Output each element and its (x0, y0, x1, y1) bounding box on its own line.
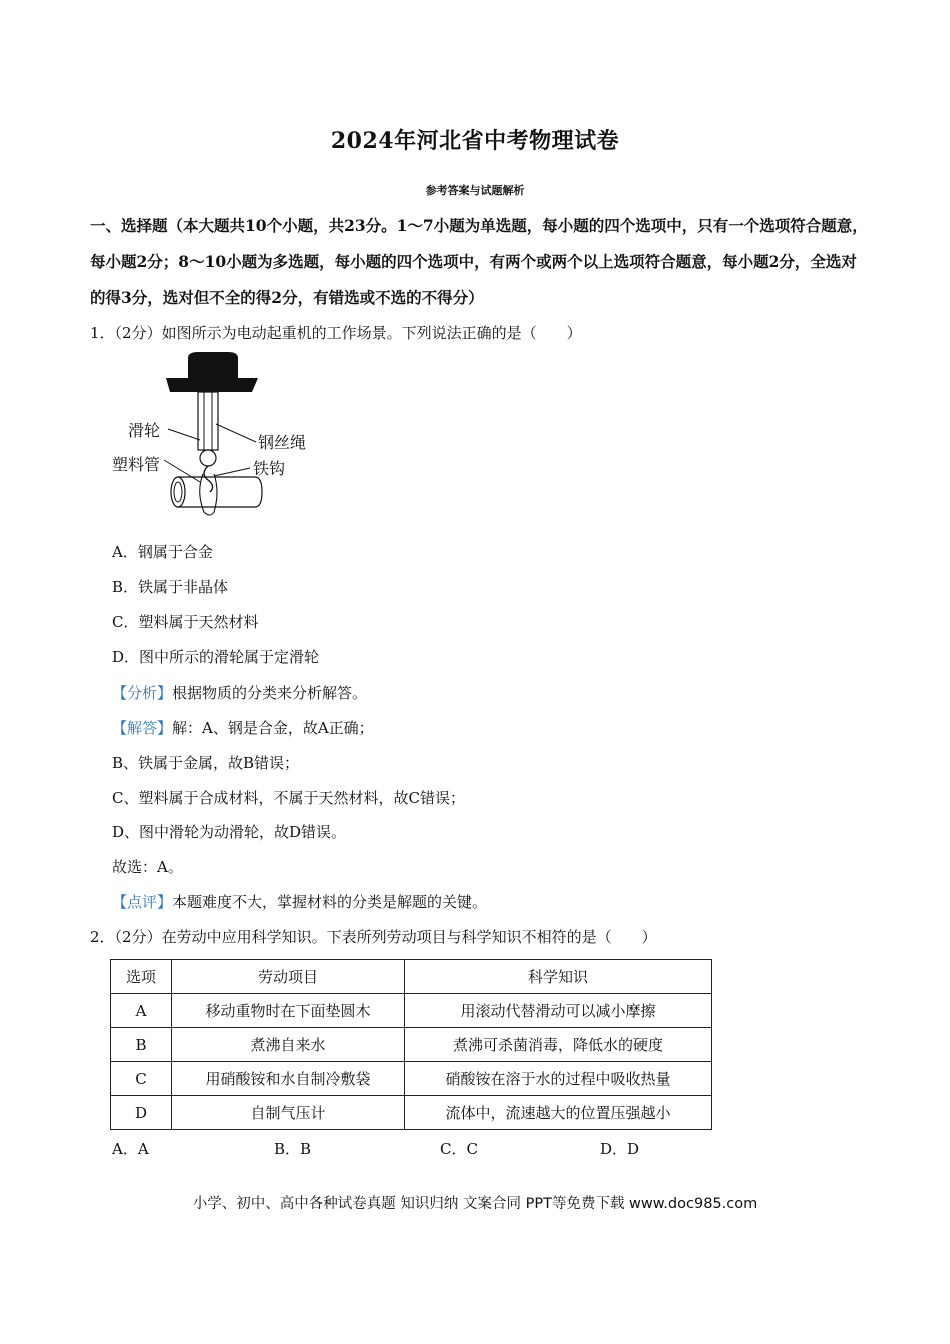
table-cell: 煮沸自来水 (172, 1028, 405, 1062)
table-cell: 自制气压计 (172, 1096, 405, 1130)
q2-table (110, 959, 712, 1130)
label-pipe: 塑料管 (112, 455, 161, 474)
answer-line: B、铁属于金属，故B错误； (112, 754, 300, 772)
q2-option-b: B．B (274, 1140, 312, 1158)
pulley-housing (198, 392, 218, 450)
table-row (111, 1062, 712, 1096)
section-heading: 一、选择题（本大题共10个小题，共23分。1～7小题为单选题，每小题的四个选项中，只有一个选项符合题意，每小题2分；8～10小题为多选题，每小题的四个选项中，有两个或两个以上选项符合题意，每小题2分，全选对的得3分，选对但不全的得2分，有错选或不选的不得分） (90, 216, 868, 307)
q2-option-c: C．C (440, 1140, 478, 1158)
q1-comment (112, 892, 487, 912)
crane-hook-top (166, 352, 258, 392)
crane-diagram (110, 352, 330, 522)
label-pulley: 滑轮 (128, 421, 161, 440)
table-cell: 流体中，流速越大的位置压强越小 (405, 1096, 712, 1130)
table-row (111, 994, 712, 1028)
table-header-cell: 劳动项目 (172, 960, 405, 994)
table-header-row (111, 960, 712, 994)
table-cell: C (111, 1062, 172, 1096)
page-title: 2024年河北省中考物理试卷 (330, 128, 620, 154)
page-subtitle: 参考答案与试题解析 (425, 184, 525, 197)
table-cell: 硝酸铵在溶于水的过程中吸收热量 (405, 1062, 712, 1096)
iron-hook (204, 466, 213, 492)
q1-option-b: B．铁属于非晶体 (112, 578, 229, 596)
comment-text: 本题难度不大，掌握材料的分类是解题的关键。 (172, 893, 488, 911)
table-row (111, 1028, 712, 1062)
label-rope: 钢丝绳 (258, 433, 307, 452)
q2-option-a: A．A (112, 1140, 149, 1158)
table-cell: D (111, 1096, 172, 1130)
pulley-wheel (200, 450, 216, 466)
answer-line: D、图中滑轮为动滑轮，故D错误。 (112, 823, 347, 841)
table-cell: A (111, 994, 172, 1028)
table-cell: 用滚动代替滑动可以减小摩擦 (405, 994, 712, 1028)
q2-option-d: D．D (600, 1140, 640, 1158)
table-cell: 用硝酸铵和水自制冷敷袋 (172, 1062, 405, 1096)
table-row (111, 1096, 712, 1130)
plastic-pipe (178, 477, 262, 507)
q1-option-c: C．塑料属于天然材料 (112, 613, 259, 631)
table-cell: 移动重物时在下面垫圆木 (172, 994, 405, 1028)
comment-tag: 【点评】 (112, 893, 173, 911)
table-header-cell: 选项 (111, 960, 172, 994)
q1-option-a: A．钢属于合金 (112, 543, 213, 561)
q2-stem: 2．（2分）在劳动中应用科学知识。下表所列劳动项目与科学知识不相符的是（ ） (90, 928, 657, 946)
q1-analysis (112, 683, 367, 703)
page-footer: 小学、初中、高中各种试卷真题 知识归纳 文案合同 PPT等免费下载 www.doc985.com (192, 1196, 758, 1212)
answer-line: 故选：A。 (112, 858, 183, 876)
label-hook: 铁钩 (253, 459, 286, 478)
answer-line: C、塑料属于合成材料，不属于天然材料，故C错误； (112, 789, 465, 807)
table-cell: 煮沸可杀菌消毒，降低水的硬度 (405, 1028, 712, 1062)
q1-option-d: D．图中所示的滑轮属于定滑轮 (112, 648, 320, 666)
answer-tag: 【解答】 (112, 719, 173, 737)
analysis-tag: 【分析】 (112, 684, 173, 702)
q1-stem: 1．（2分）如图所示为电动起重机的工作场景。下列说法正确的是（ ） (90, 324, 582, 342)
q1-answer (112, 718, 374, 738)
table-cell: B (111, 1028, 172, 1062)
answer-line: 解：A、钢是合金，故A正确； (172, 719, 374, 737)
analysis-text: 根据物质的分类来分析解答。 (172, 684, 368, 702)
table-header-cell: 科学知识 (405, 960, 712, 994)
